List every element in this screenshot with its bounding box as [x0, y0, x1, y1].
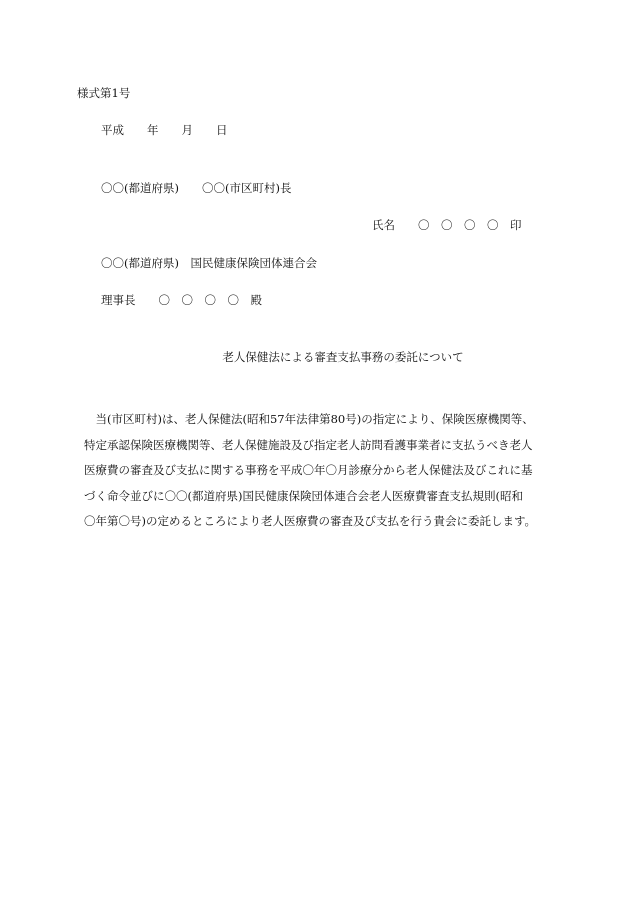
body-line: 当(市区町村)は、老人保健法(昭和57年法律第80号)の指定により、保険医療機関等、	[84, 412, 534, 426]
body-line: 医療費の審査及び支払に関する事務を平成〇年〇月診療分から老人保健法及びこれに基	[84, 463, 533, 477]
recipient-chair: 理事長 〇 〇 〇 〇 殿	[101, 293, 262, 307]
document-subject: 老人保健法による審査支払事務の委託について	[222, 350, 464, 364]
body-line: 特定承認保険医療機関等、老人保健施設及び指定老人訪問看護事業者に支払うべき老人	[84, 437, 533, 452]
recipient-organization: 〇〇(都道府県) 国民健康保険団体連合会	[101, 256, 317, 270]
body-line: 〇年第〇号)の定めるところにより老人医療費の審査及び支払を行う貴会に委託します。	[84, 514, 537, 528]
body-paragraph	[84, 407, 564, 535]
body-line: づく命令並びに〇〇(都道府県)国民健康保険団体連合会老人医療費審査支払規則(昭和	[84, 488, 523, 503]
form-number: 様式第1号	[77, 86, 131, 100]
addressee-line: 〇〇(都道府県) 〇〇(市区町村)長	[101, 181, 292, 195]
date-line: 平成 年 月 日	[101, 123, 228, 137]
sender-signature-line: 氏名 〇 〇 〇 〇 印	[372, 218, 522, 232]
